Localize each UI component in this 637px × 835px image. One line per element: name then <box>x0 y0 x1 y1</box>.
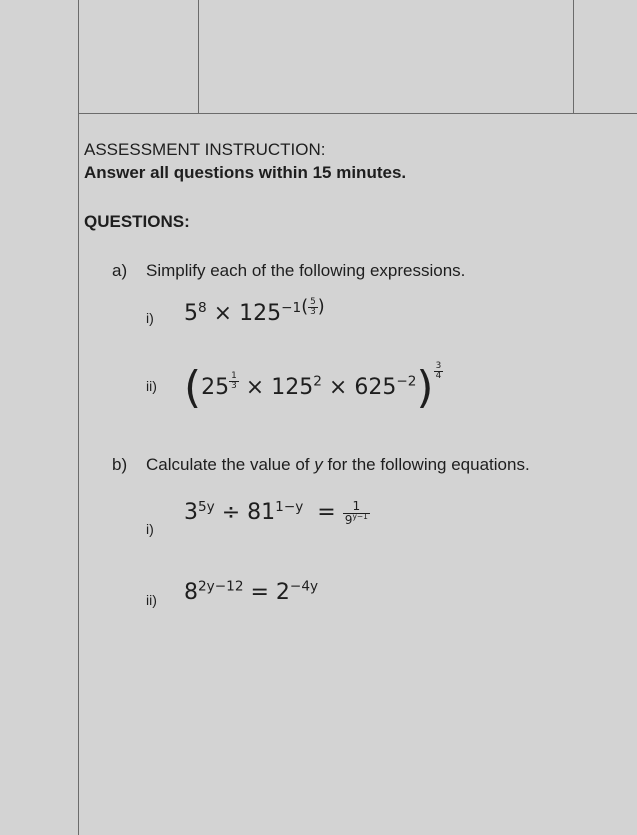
part-b-item-label: ii) <box>146 592 157 608</box>
part-b-prompt <box>146 455 530 475</box>
instruction-text: Answer all questions within 15 minutes. <box>84 163 407 182</box>
part-a-prompt: Simplify each of the following expressions. <box>146 261 466 280</box>
questions-title: QUESTIONS: <box>84 212 190 231</box>
table-column-divider <box>573 0 574 114</box>
part-b-prompt-end: for the following equations. <box>322 455 530 474</box>
table-row-divider <box>78 113 637 114</box>
part-b-prompt-start: Calculate the value of <box>146 455 315 474</box>
expression-a-i: $5^8 \times 125^{-1( \frac{5}{3} )}$ <box>184 296 325 327</box>
table-column-divider <box>198 0 199 114</box>
table-left-border <box>78 0 79 835</box>
part-a-label: a) <box>112 261 128 280</box>
expression-a-ii: (25 $^{\frac{1}{3}}$ × $125^2 \times 625^{-2}$) $^{\frac{3}{4}}$ <box>184 360 442 413</box>
part-b-prompt-var: y <box>314 455 323 474</box>
part-a-item-label: i) <box>146 310 154 326</box>
instruction-title: ASSESSMENT INSTRUCTION: <box>84 140 326 159</box>
part-b-item-label: i) <box>146 521 154 537</box>
equation-b-i: $3^{5y} \div 81^{1-y}$ = $\frac{1}{9^{y-1}}$ <box>184 498 368 527</box>
part-a-item-label: ii) <box>146 378 157 394</box>
part-b-label: b) <box>112 455 128 474</box>
equation-b-ii: $8^{2y-12} = 2^{-4y}$ <box>184 578 319 605</box>
